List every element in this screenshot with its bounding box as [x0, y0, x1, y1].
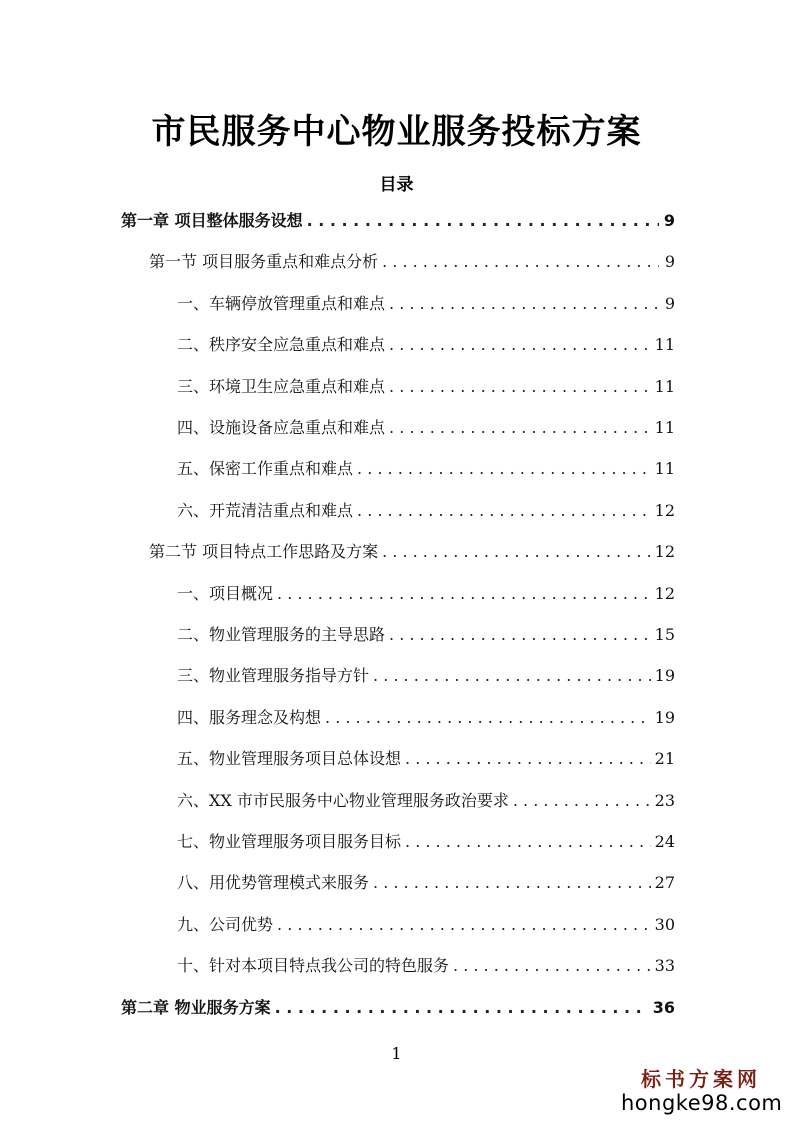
toc-entry-page: 9 — [663, 211, 675, 230]
toc-leader-dots — [405, 830, 651, 854]
toc-entry-page: 19 — [654, 708, 675, 727]
toc-entry[interactable] — [149, 250, 675, 274]
toc-entry-label: 第一章 项目整体服务设想 — [121, 211, 303, 230]
toc-entry[interactable] — [177, 789, 675, 813]
toc-leader-dots — [357, 499, 651, 523]
toc-entry-label: 第二节 项目特点工作思路及方案 — [149, 542, 379, 561]
toc-entry-label: 二、秩序安全应急重点和难点 — [177, 335, 386, 354]
toc-entry-label: 十、针对本项目特点我公司的特色服务 — [177, 956, 450, 975]
toc-heading: 目录 — [379, 175, 414, 195]
toc-leader-dots — [373, 871, 651, 895]
toc-entry-label: 二、物业管理服务的主导思路 — [177, 625, 386, 644]
toc-entry[interactable] — [121, 996, 675, 1020]
toc-entry-label: 四、服务理念及构想 — [177, 708, 322, 727]
toc-leader-dots — [275, 996, 649, 1020]
toc-entry[interactable] — [177, 871, 675, 895]
toc-entry-page: 11 — [654, 459, 675, 478]
toc-entry-page: 11 — [654, 418, 675, 437]
toc-entry[interactable] — [177, 457, 675, 481]
toc-leader-dots — [389, 623, 651, 647]
toc-entry-page: 19 — [654, 666, 675, 685]
toc-entry-label: 一、项目概况 — [177, 584, 274, 603]
toc-entry-label: 三、物业管理服务指导方针 — [177, 666, 370, 685]
toc-entry-page: 9 — [664, 252, 675, 271]
toc-entry-label: 第一节 项目服务重点和难点分析 — [149, 252, 379, 271]
toc-leader-dots — [389, 292, 659, 316]
toc-entry[interactable] — [177, 954, 675, 978]
toc-entry[interactable] — [149, 540, 675, 564]
toc-entry-page: 23 — [654, 791, 675, 810]
toc-entry[interactable] — [177, 664, 675, 688]
toc-leader-dots — [277, 582, 651, 606]
toc-entry[interactable] — [177, 706, 675, 730]
watermark-brand: 标书方案网 — [641, 1067, 761, 1091]
toc-entry[interactable] — [177, 623, 675, 647]
toc-entry[interactable] — [121, 209, 675, 233]
toc-entry[interactable] — [177, 499, 675, 523]
toc-leader-dots — [325, 706, 651, 730]
toc-entry-page: 27 — [654, 873, 675, 892]
toc-entry-label: 九、公司优势 — [177, 915, 274, 934]
toc-entry-label: 五、保密工作重点和难点 — [177, 459, 354, 478]
toc-entry-label: 五、物业管理服务项目总体设想 — [177, 749, 402, 768]
toc-entry-page: 33 — [654, 956, 675, 975]
toc-leader-dots — [382, 540, 651, 564]
toc-entry-page: 9 — [664, 294, 675, 313]
toc-entry[interactable] — [177, 416, 675, 440]
toc-entry-label: 六、开荒清洁重点和难点 — [177, 501, 354, 520]
toc-leader-dots — [357, 457, 651, 481]
toc-entry-label: 三、环境卫生应急重点和难点 — [177, 377, 386, 396]
toc-entry-page: 12 — [654, 501, 675, 520]
toc-leader-dots — [382, 250, 659, 274]
toc-entry[interactable] — [177, 830, 675, 854]
toc-leader-dots — [277, 913, 651, 937]
toc-entry-label: 第二章 物业服务方案 — [121, 998, 271, 1017]
site-watermark — [621, 1067, 781, 1115]
toc-leader-dots — [307, 209, 659, 233]
toc-entry-label: 八、用优势管理模式来服务 — [177, 873, 370, 892]
toc-entry[interactable] — [177, 375, 675, 399]
toc-entry-page: 12 — [654, 542, 675, 561]
toc-entry-page: 21 — [654, 749, 675, 768]
toc-entry-page: 11 — [654, 335, 675, 354]
toc-entry[interactable] — [177, 333, 675, 357]
toc-leader-dots — [389, 375, 651, 399]
toc-leader-dots — [453, 954, 651, 978]
toc-entry-page: 30 — [654, 915, 675, 934]
toc-entry-label: 四、设施设备应急重点和难点 — [177, 418, 386, 437]
toc-entry[interactable] — [177, 582, 675, 606]
toc-leader-dots — [373, 664, 651, 688]
document-title: 市民服务中心物业服务投标方案 — [151, 112, 642, 152]
toc-entry-page: 24 — [654, 832, 675, 851]
toc-entry[interactable] — [177, 292, 675, 316]
watermark-url: hongke98.com — [621, 1091, 783, 1115]
toc-leader-dots — [513, 789, 651, 813]
toc-entry-page: 15 — [654, 625, 675, 644]
toc-entry-page: 12 — [654, 584, 675, 603]
toc-entry[interactable] — [177, 747, 675, 771]
toc-entry[interactable] — [177, 913, 675, 937]
toc-entry-page: 36 — [652, 998, 675, 1017]
toc-leader-dots — [389, 333, 651, 357]
page-number: 1 — [391, 1044, 402, 1063]
toc-entry-page: 11 — [654, 377, 675, 396]
toc-entry-label: 六、XX 市市民服务中心物业管理服务政治要求 — [177, 791, 509, 810]
toc-entry-label: 一、车辆停放管理重点和难点 — [177, 294, 386, 313]
toc-leader-dots — [389, 416, 651, 440]
toc-entry-label: 七、物业管理服务项目服务目标 — [177, 832, 402, 851]
toc-leader-dots — [405, 747, 651, 771]
